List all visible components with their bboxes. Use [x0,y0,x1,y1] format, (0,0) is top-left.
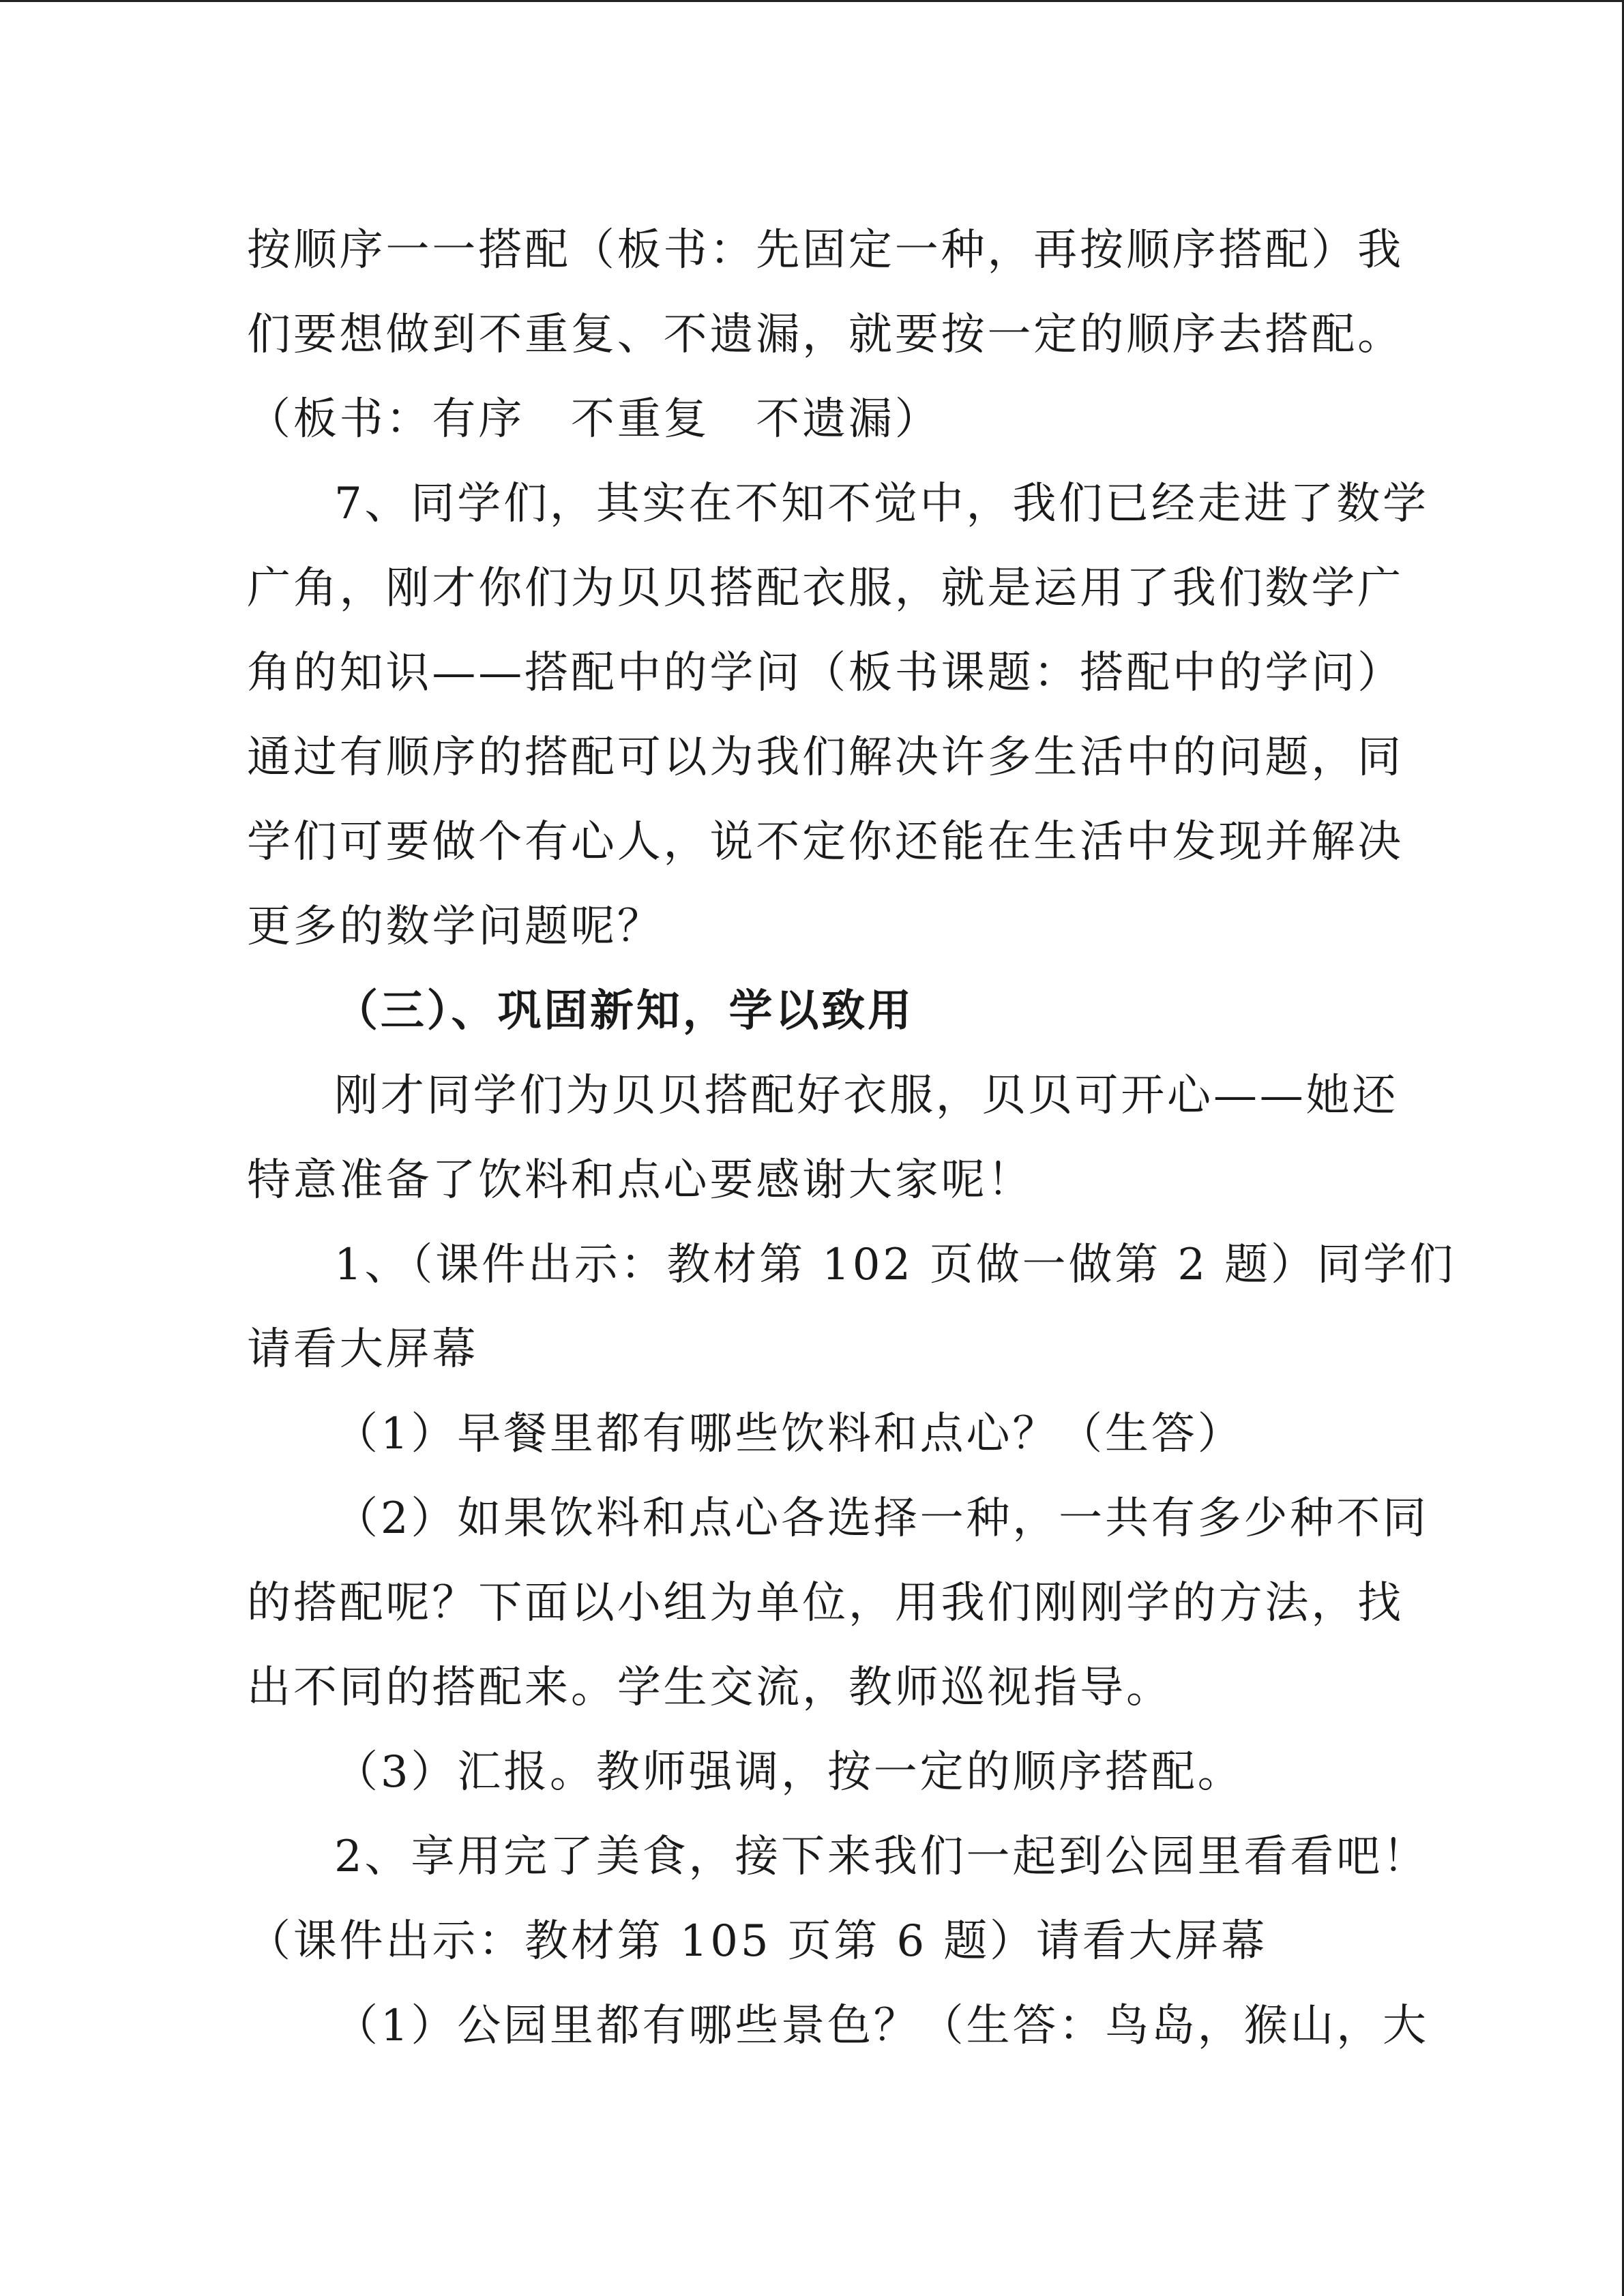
text-line: 更多的数学问题呢？ [247,901,664,952]
document-body [247,208,1456,2068]
text-line: 出不同的搭配来。学生交流，教师巡视指导。 [247,1663,1172,1713]
text-line: 2、享用完了美食，接下来我们一起到公园里看看吧！ [334,1832,1429,1882]
text-line: 广角，刚才你们为贝贝搭配衣服，就是运用了我们数学广 [247,563,1404,614]
text-line: 7、同学们，其实在不知不觉中，我们已经走进了数学 [334,479,1429,529]
text-line: （1）早餐里都有哪些饮料和点心？（生答） [334,1409,1244,1459]
text-line: （板书：有序 不重复 不遗漏） [247,394,941,445]
text-line: 刚才同学们为贝贝搭配好衣服，贝贝可开心——她还 [334,1071,1399,1121]
text-line: 特意准备了饮料和点心要感谢大家呢！ [247,1155,1034,1206]
text-line: 们要想做到不重复、不遗漏，就要按一定的顺序去搭配。 [247,310,1404,360]
text-line: 的搭配呢？下面以小组为单位，用我们刚刚学的方法，找 [247,1578,1404,1628]
section-heading: （三）、巩固新知，学以致用 [334,986,914,1037]
text-line: （1）公园里都有哪些景色？（生答：鸟岛，猴山，大 [334,2001,1429,2051]
text-line: （课件出示：教材第 105 页第 6 题）请看大屏幕 [247,1916,1268,1967]
text-line: 角的知识——搭配中的学问（板书课题：搭配中的学问） [247,648,1404,698]
text-line: 请看大屏幕 [247,1324,479,1375]
text-line: 通过有顺序的搭配可以为我们解决许多生活中的问题，同 [247,732,1404,783]
text-line: 学们可要做个有心人，说不定你还能在生活中发现并解决 [247,817,1404,867]
text-line: （3）汇报。教师强调，按一定的顺序搭配。 [334,1747,1244,1798]
text-line: 按顺序一一搭配（板书：先固定一种，再按顺序搭配）我 [247,225,1404,275]
text-line: 1、（课件出示：教材第 102 页做一做第 2 题）同学们 [334,1240,1456,1290]
text-line: （2）如果饮料和点心各选择一种，一共有多少种不同 [334,1493,1429,1544]
